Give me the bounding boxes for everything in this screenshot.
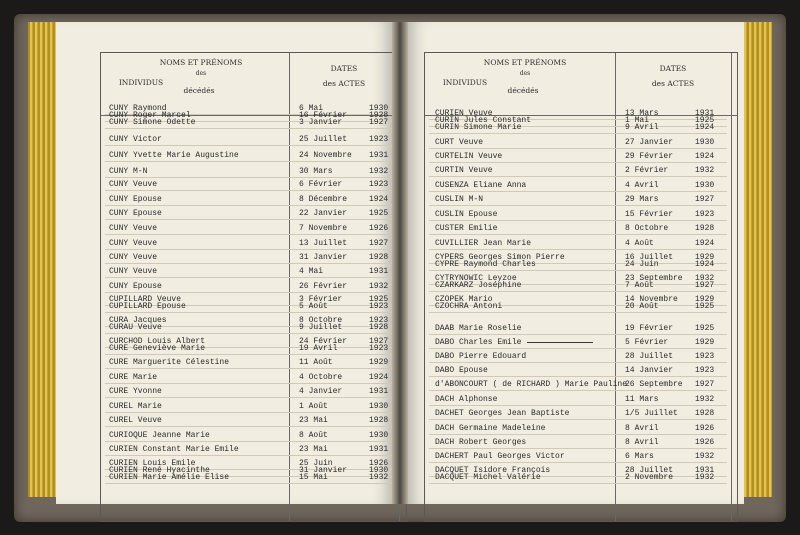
left-column-divider bbox=[289, 53, 290, 521]
entry-date: 24 Février bbox=[299, 337, 348, 346]
row-rule bbox=[429, 312, 727, 313]
row-rule bbox=[429, 249, 727, 250]
entry-date: 8 Août bbox=[299, 431, 328, 440]
entry-date: 14 Janvier bbox=[625, 366, 674, 375]
entry-date: 8 Octobre bbox=[299, 316, 343, 325]
left-header-names: NOMS ET PRÉNOMS bbox=[159, 58, 243, 67]
entry-name: CUNY Veuve bbox=[109, 267, 158, 276]
entry-year: 1927 bbox=[369, 337, 389, 346]
entry-year: 1927 bbox=[369, 239, 389, 248]
entry-date: 23 Mai bbox=[299, 416, 328, 425]
entry-name: DAAB Marie Roselie bbox=[435, 324, 522, 333]
entry-date: 13 Juillet bbox=[299, 239, 348, 248]
entry-name: CUNY M-N bbox=[109, 167, 148, 176]
entry-name: CURIOQUE Jeanne Marie bbox=[109, 431, 210, 440]
entry-year: 1925 bbox=[369, 209, 389, 218]
entry-year: 1925 bbox=[695, 302, 715, 311]
entry-year: 1927 bbox=[695, 195, 715, 204]
entry-date: 9 Avril bbox=[625, 123, 659, 132]
entry-name: CURE Geneviève Marie bbox=[109, 344, 206, 353]
entry-name: CURE Marguerite Célestine bbox=[109, 358, 230, 367]
row-rule bbox=[429, 405, 727, 406]
entry-name: CURIEN René Hyacinthe bbox=[109, 466, 210, 475]
entry-name: CUNY Raymond bbox=[109, 104, 167, 113]
entry-name: DACH Robert Georges bbox=[435, 438, 527, 447]
row-rule bbox=[105, 263, 395, 264]
entry-date: 22 Janvier bbox=[299, 209, 348, 218]
left-header-des-actes: des ACTES bbox=[322, 79, 366, 88]
entry-date: 1 Mai bbox=[625, 116, 650, 125]
entry-year: 1932 bbox=[695, 473, 715, 482]
entry-name: DACHERT Paul Georges Victor bbox=[435, 452, 565, 461]
entry-date: 11 Mars bbox=[625, 395, 659, 404]
row-rule bbox=[105, 383, 395, 384]
entry-name: CURIEN Constant Marie Emile bbox=[109, 445, 239, 454]
entry-name: CUSTER Emilie bbox=[435, 224, 498, 233]
row-rule bbox=[105, 441, 395, 442]
entry-year: 1930 bbox=[695, 138, 715, 147]
entry-year: 1930 bbox=[369, 104, 389, 113]
entry-date: 23 Mai bbox=[299, 445, 328, 454]
entry-year: 1932 bbox=[695, 452, 715, 461]
row-rule bbox=[105, 312, 395, 313]
entry-year: 1927 bbox=[369, 118, 389, 127]
entry-date: 19 Avril bbox=[299, 344, 338, 353]
entry-year: 1931 bbox=[369, 387, 389, 396]
entry-date: 26 Septembre bbox=[625, 380, 683, 389]
row-rule bbox=[429, 220, 727, 221]
entry-year: 1925 bbox=[695, 324, 715, 333]
entry-date: 14 Novembre bbox=[625, 295, 678, 304]
entry-name: CURTELIN Veuve bbox=[435, 152, 503, 161]
right-header-individus: INDIVIDUS bbox=[442, 78, 488, 87]
entry-year: 1924 bbox=[695, 239, 715, 248]
row-rule bbox=[105, 333, 395, 334]
entry-year: 1923 bbox=[369, 180, 389, 189]
row-rule bbox=[105, 128, 395, 129]
page-edges-left bbox=[28, 22, 58, 497]
entry-year: 1923 bbox=[695, 366, 715, 375]
entry-name: CZOCHRA Antoni bbox=[435, 302, 503, 311]
row-rule bbox=[429, 334, 727, 335]
entry-year: 1931 bbox=[695, 109, 715, 118]
page-edges-right bbox=[742, 22, 772, 497]
row-rule bbox=[105, 219, 395, 220]
row-rule bbox=[429, 348, 727, 349]
entry-name: CURTIN Veuve bbox=[435, 166, 493, 175]
entry-year: 1923 bbox=[695, 210, 715, 219]
entry-date: 31 Janvier bbox=[299, 466, 348, 475]
entry-year: 1926 bbox=[369, 459, 389, 468]
entry-date: 27 Janvier bbox=[625, 138, 674, 147]
row-rule bbox=[429, 176, 727, 177]
entry-name: DACH Germaine Madeleine bbox=[435, 424, 546, 433]
entry-year: 1923 bbox=[369, 316, 389, 325]
entry-name: CURA Jacques bbox=[109, 316, 167, 325]
entry-year: 1930 bbox=[695, 181, 715, 190]
entry-year: 1930 bbox=[369, 466, 389, 475]
entry-name: CURAU Veuve bbox=[109, 323, 162, 332]
entry-year: 1928 bbox=[369, 416, 389, 425]
right-page bbox=[408, 22, 744, 504]
row-rule bbox=[429, 419, 727, 420]
entry-name: CYTRYNOWIC Leyzoe bbox=[435, 274, 517, 283]
entry-year: 1931 bbox=[369, 151, 389, 160]
entry-year: 1932 bbox=[369, 282, 389, 291]
entry-date: 30 Mars bbox=[299, 167, 333, 176]
entry-date: 5 Février bbox=[625, 338, 669, 347]
entry-date: 4 Avril bbox=[625, 181, 659, 190]
entry-date: 25 Juillet bbox=[299, 135, 348, 144]
row-rule bbox=[429, 191, 727, 192]
entry-date: 6 Mars bbox=[625, 452, 654, 461]
entry-year: 1926 bbox=[695, 424, 715, 433]
entry-date: 15 Février bbox=[625, 210, 674, 219]
entry-year: 1932 bbox=[369, 167, 389, 176]
left-page bbox=[56, 22, 392, 504]
entry-name: CUREL Veuve bbox=[109, 416, 162, 425]
entry-name: CUNY Roger Marcel bbox=[109, 111, 191, 120]
entry-name: CYPRE Raymond Charles bbox=[435, 260, 536, 269]
entry-date: 20 Août bbox=[625, 302, 659, 311]
right-column-divider bbox=[615, 53, 616, 521]
right-register-table bbox=[424, 52, 738, 522]
entry-year: 1930 bbox=[369, 431, 389, 440]
row-rule bbox=[429, 434, 727, 435]
left-header-des: des bbox=[195, 70, 207, 77]
row-rule bbox=[105, 368, 395, 369]
entry-name: CURIEN Marie Amélie Elise bbox=[109, 473, 230, 482]
entry-name: CUNY Yvette Marie Augustine bbox=[109, 151, 239, 160]
entry-date: 2 Novembre bbox=[625, 473, 674, 482]
left-register-table bbox=[100, 52, 407, 522]
left-header-individus: INDIVIDUS bbox=[118, 78, 164, 87]
row-rule bbox=[105, 161, 395, 162]
row-rule bbox=[105, 292, 395, 293]
entry-date: 1/5 Juillet bbox=[625, 409, 678, 418]
entry-year: 1923 bbox=[369, 135, 389, 144]
book-gutter bbox=[392, 22, 408, 504]
entry-year: 1927 bbox=[695, 380, 715, 389]
entry-name: CZARKARZ Joséphine bbox=[435, 281, 522, 290]
right-header-decedes: décédés bbox=[507, 86, 539, 95]
entry-date: 8 Octobre bbox=[625, 224, 669, 233]
entry-year: 1923 bbox=[695, 352, 715, 361]
entry-date: 31 Janvier bbox=[299, 253, 348, 262]
entry-name: CUNY Epouse bbox=[109, 195, 162, 204]
entry-year: 1930 bbox=[369, 402, 389, 411]
entry-name: DACH Alphonse bbox=[435, 395, 498, 404]
row-rule bbox=[429, 362, 727, 363]
entry-name: CURIEN Louis Emile bbox=[109, 459, 196, 468]
entry-name: DABO Pierre Edouard bbox=[435, 352, 527, 361]
entry-date: 1 Août bbox=[299, 402, 328, 411]
entry-name: DABO Epouse bbox=[435, 366, 488, 375]
entry-name: CUNY Veuve bbox=[109, 180, 158, 189]
entry-date: 9 Juillet bbox=[299, 323, 343, 332]
row-rule bbox=[105, 397, 395, 398]
entry-date: 26 Février bbox=[299, 282, 348, 291]
row-rule bbox=[429, 462, 727, 463]
right-header-names: NOMS ET PRÉNOMS bbox=[483, 58, 567, 67]
entry-date: 4 Mai bbox=[299, 267, 324, 276]
entry-date: 6 Mai bbox=[299, 104, 324, 113]
entry-date: 3 Janvier bbox=[299, 118, 343, 127]
entry-name: CUNY Veuve bbox=[109, 239, 158, 248]
entry-name: CUVILLIER Jean Marie bbox=[435, 239, 532, 248]
entry-year: 1932 bbox=[695, 166, 715, 175]
right-header-des-actes: des ACTES bbox=[651, 79, 695, 88]
entry-year: 1926 bbox=[695, 438, 715, 447]
entry-name: d'ABONCOURT ( de RICHARD ) Marie Pauline bbox=[435, 380, 628, 389]
row-rule bbox=[429, 234, 727, 235]
entry-name: CUNY Simone Odette bbox=[109, 118, 196, 127]
entry-year: 1926 bbox=[369, 224, 389, 233]
entry-year: 1924 bbox=[695, 260, 715, 269]
entry-name: CYPERS Georges Simon Pierre bbox=[435, 253, 565, 262]
entry-date: 24 Juin bbox=[625, 260, 659, 269]
row-rule bbox=[429, 205, 727, 206]
entry-date: 15 Mai bbox=[299, 473, 328, 482]
entry-name: DACQUET Isidore François bbox=[435, 466, 551, 475]
row-rule bbox=[105, 249, 395, 250]
entry-name: CUNY Epouse bbox=[109, 282, 162, 291]
entry-year: 1924 bbox=[369, 373, 389, 382]
entry-date: 8 Avril bbox=[625, 438, 659, 447]
row-rule bbox=[429, 162, 727, 163]
entry-date: 8 Décembre bbox=[299, 195, 348, 204]
row-rule bbox=[105, 277, 395, 278]
letter-section-separator bbox=[527, 342, 593, 343]
row-rule bbox=[105, 426, 395, 427]
entry-year: 1929 bbox=[695, 338, 715, 347]
entry-name: CURCHOD Louis Albert bbox=[109, 337, 206, 346]
row-rule bbox=[105, 145, 395, 146]
entry-year: 1929 bbox=[695, 295, 715, 304]
row-rule bbox=[429, 133, 727, 134]
entry-date: 4 Janvier bbox=[299, 387, 343, 396]
entry-year: 1929 bbox=[369, 358, 389, 367]
entry-name: CUSLIN M-N bbox=[435, 195, 484, 204]
row-rule bbox=[429, 376, 727, 377]
entry-date: 23 Septembre bbox=[625, 274, 683, 283]
entry-date: 8 Avril bbox=[625, 424, 659, 433]
entry-year: 1931 bbox=[369, 267, 389, 276]
entry-date: 3 Février bbox=[299, 295, 343, 304]
entry-name: CURT Veuve bbox=[435, 138, 484, 147]
entry-year: 1928 bbox=[369, 111, 389, 120]
entry-year: 1931 bbox=[695, 466, 715, 475]
right-margin-line bbox=[731, 53, 732, 521]
entry-name: CUSENZA Eliane Anna bbox=[435, 181, 527, 190]
entry-date: 7 Août bbox=[625, 281, 654, 290]
entry-date: 29 Mars bbox=[625, 195, 659, 204]
entry-date: 5 Août bbox=[299, 302, 328, 311]
entry-name: CUNY Victor bbox=[109, 135, 162, 144]
row-rule bbox=[105, 455, 395, 456]
entry-date: 19 Février bbox=[625, 324, 674, 333]
entry-date: 2 Février bbox=[625, 166, 669, 175]
entry-date: 16 Février bbox=[299, 111, 348, 120]
entry-date: 4 Août bbox=[625, 239, 654, 248]
entry-year: 1924 bbox=[695, 152, 715, 161]
left-header-dates: DATES bbox=[330, 64, 358, 73]
entry-year: 1931 bbox=[369, 445, 389, 454]
row-rule bbox=[105, 190, 395, 191]
entry-name: CUNY Epouse bbox=[109, 209, 162, 218]
entry-year: 1924 bbox=[369, 195, 389, 204]
entry-year: 1927 bbox=[695, 281, 715, 290]
entry-year: 1932 bbox=[369, 473, 389, 482]
row-rule bbox=[105, 234, 395, 235]
entry-name: CURIN Jules Constant bbox=[435, 116, 532, 125]
entry-name: CURE Yvonne bbox=[109, 387, 162, 396]
entry-name: DACQUET Michel Valérie bbox=[435, 473, 541, 482]
row-rule bbox=[105, 354, 395, 355]
entry-name: CUSLIN Epouse bbox=[435, 210, 498, 219]
entry-date: 24 Novembre bbox=[299, 151, 352, 160]
entry-name: CURIN Simone Marie bbox=[435, 123, 522, 132]
entry-year: 1932 bbox=[695, 395, 715, 404]
entry-year: 1928 bbox=[695, 224, 715, 233]
row-rule bbox=[105, 177, 395, 178]
row-rule bbox=[429, 483, 727, 484]
right-header-des: des bbox=[519, 70, 531, 77]
row-rule bbox=[105, 205, 395, 206]
entry-date: 28 Juillet bbox=[625, 352, 674, 361]
entry-year: 1924 bbox=[695, 123, 715, 132]
entry-name: DABO Charles Emile bbox=[435, 338, 522, 347]
row-rule bbox=[105, 412, 395, 413]
entry-year: 1923 bbox=[369, 302, 389, 311]
entry-name: CUPILLARD Epouse bbox=[109, 302, 186, 311]
row-rule bbox=[429, 390, 727, 391]
left-header-decedes: décédés bbox=[183, 86, 215, 95]
entry-name: DACHET Georges Jean Baptiste bbox=[435, 409, 570, 418]
entry-name: CUNY Veuve bbox=[109, 253, 158, 262]
entry-date: 11 Août bbox=[299, 358, 333, 367]
entry-name: CURIEN Veuve bbox=[435, 109, 493, 118]
entry-year: 1929 bbox=[695, 253, 715, 262]
entry-date: 4 Octobre bbox=[299, 373, 343, 382]
right-header-dates: DATES bbox=[659, 64, 687, 73]
row-rule bbox=[429, 291, 727, 292]
entry-date: 13 Mars bbox=[625, 109, 659, 118]
entry-year: 1925 bbox=[695, 116, 715, 125]
entry-year: 1932 bbox=[695, 274, 715, 283]
entry-date: 29 Février bbox=[625, 152, 674, 161]
entry-date: 7 Novembre bbox=[299, 224, 348, 233]
row-rule bbox=[429, 270, 727, 271]
entry-year: 1928 bbox=[369, 253, 389, 262]
entry-date: 25 Juin bbox=[299, 459, 333, 468]
entry-year: 1923 bbox=[369, 344, 389, 353]
entry-date: 28 Juillet bbox=[625, 466, 674, 475]
row-rule bbox=[105, 483, 395, 484]
row-rule bbox=[429, 148, 727, 149]
entry-year: 1925 bbox=[369, 295, 389, 304]
entry-year: 1928 bbox=[369, 323, 389, 332]
entry-name: CUNY Veuve bbox=[109, 224, 158, 233]
entry-name: CURE Marie bbox=[109, 373, 158, 382]
entry-name: CZOPEK Mario bbox=[435, 295, 493, 304]
entry-date: 6 Février bbox=[299, 180, 343, 189]
entry-name: CUREL Marie bbox=[109, 402, 162, 411]
entry-year: 1928 bbox=[695, 409, 715, 418]
row-rule bbox=[429, 448, 727, 449]
entry-date: 16 Juillet bbox=[625, 253, 674, 262]
entry-name: CUPILLARD Veuve bbox=[109, 295, 182, 304]
